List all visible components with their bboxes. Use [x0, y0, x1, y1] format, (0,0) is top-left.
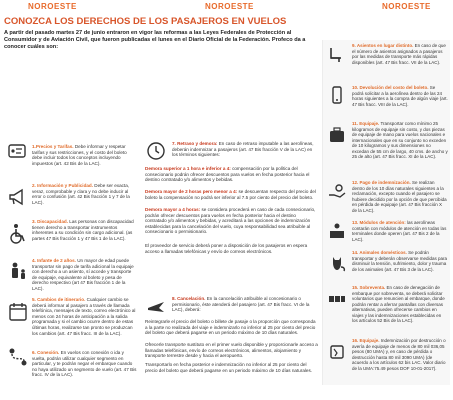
list-item: 15. Sobreventa. En caso de denegación de embarque por sobreventa, se deberá solicitar voluntarios que renuncien al embarque, donde podrán rentar a aferrar pantallas con diversas alternativas, pueden ofrecerse cambios en viajes y las indemnizaciones establecidas en los artículos 52 Bis de la LAC). — [352, 285, 445, 323]
cat-icon — [326, 252, 348, 274]
wheelchair-icon — [6, 222, 30, 246]
watermark-logo: NOROESTE — [205, 2, 254, 11]
list-item: 10. Devolución del costo del boleto. Se podrá solicitar a la aerolínea dentro de las 24 horas siguientes a la compra de algún viaje (art. 47 Bis fracc. VIII de la LAC). — [352, 85, 448, 107]
list-item: Reintegrarle el precio del boleto o billete de pasaje o la proporción que corresponda a la parte no realizada del viaje e indemnizarlo no inferior al 25 por ciento del precio del boleto que deberá pagarse en un periodo máximo de 10 días naturales. — [145, 319, 316, 336]
list-item: 5. Cambios de itinerario. Cualquier cambio se deberá informar al pasajero a través de llamada telefónica, mensajes de texto, correo electrónico al menos con 24 horas de anticipación a la salida programada y si el cambio ocurre dentro de estas últimas horas, realizarse tan pronto se produzcan los cambios (art. 47 Bis fracc. III de la LAC). — [32, 297, 136, 336]
watermark-bar — [0, 0, 453, 14]
watermark-logo: NOROESTE — [382, 2, 431, 11]
list-item: 12. Pago de indemnización. Se realizan dentro de los 10 días naturales siguientes a la reclamación, excepto cuando el pasajero se hubiere decidido por la opción de que percibida en pérdida de equipaje (art. 47 Bis fracción X de la LAC). — [352, 180, 447, 213]
list-item: Ofrecerle transporte sustituto en el primer vuelo disponible y proporcionarle acceso a llamadas telefónicas, envío de correos electrónicos, alimentos, alojamiento y transporte terrestre desde y hacia el aeropuerto. — [145, 342, 318, 359]
list-item: 3. Discapacidad. Las personas con discapacidad tienen derecho a transportar instrumentos inherentes a su condición sin cargo adicional. (as partes 47 Bis fracción 1 y 47 Bis 1 de la LAC). — [32, 219, 134, 241]
airplane-icon — [145, 296, 167, 318]
list-item: 16. Equipaje. Indemnización por destrucción o avería de equipaje de menos de 80 mil 036,05 pesos (80 UMA) y, en caso de pérdida o destrucción hasta 80 mil 3090 UMA) (de acuerdo a los artículos 62 bis LAC. Valor diario de la UMA:75.49 pesos DOF 10-01-2017). — [352, 338, 446, 371]
phone-refund-icon — [326, 84, 348, 106]
page-title: CONOZCA LOS DERECHOS DE LOS PASAJEROS EN VUELOS — [4, 16, 287, 27]
hand-money-icon — [326, 180, 348, 202]
list-item: Demora mayor de 2 horas pero menor a 4: se descuentan respecto del precio del boleto la compensación no podrá ser inferior al 7.5 por ciento del precio del boleto. — [145, 189, 316, 200]
intro-paragraph: A partir del pasado martes 27 de junio entraron en vigor las reformas a las Leyes Federales de Protección al Consumidor y de Aviación Civil, que fueron publicadas el lunes en el Diario Oficial de la Federación. Profeco da a conocer cuáles son: — [4, 30, 306, 50]
seats-icon — [326, 44, 348, 66]
price-tag-icon — [6, 140, 30, 162]
parent-child-icon — [6, 260, 30, 284]
suitcase-icon — [326, 124, 348, 146]
clock-icon — [145, 140, 167, 162]
list-item: 4. Infante de 2 años. Un mayor de edad puede transportar sin pago de tarifa adicional la equipaje con derecho a un asiento, sí accede y transporte de equipaje, equivalente al boleto y pesa de derecho respectivo (art 47 Bis fracción 1 de la LAC). — [32, 258, 134, 291]
list-item: 1.Precios y Tarifas. Debe informar y respetar tarifas y sus restricciones, y el costo del boleto debe incluir todos los conceptos incluyendo impuestos (art. 42 Bis de la LAC). — [32, 144, 127, 166]
list-item: 7. Retraso y demora: En caso de retraso imputable a las aerolíneas, deberán indemnizar a pasajeros (art. 47 Bis fracción V de la LAC) en los términos siguientes: — [172, 141, 314, 158]
connection-route-icon — [6, 345, 30, 369]
list-item: 13. Módulos de atención: las aerolíneas contarán con módulos de atención en todas las terminales donde operen (art. 47 Bis 2 de la LAC). — [352, 220, 447, 242]
list-item: El proveedor de servicio deberá poner a disposición de los pasajeros en espera acceso a llamadas telefónicas y envío de correos electrónicos. — [145, 243, 308, 254]
calendar-icon — [6, 300, 30, 324]
service-desk-icon — [326, 220, 348, 242]
list-item: 9. Asientos en lugar distinto. En caso de que el número de asientos asignados a pasajeros por las medidas de transporte más rápidas disponibles (art. 47 Bis fracc. VII de la LAC). — [352, 43, 446, 65]
list-item: 8. Cancelación. En la cancelación atribuible al concesionario o permisionario, éste atenderá del pasajero (art. 47 Bis fracc. VI de la LAC), deberá: — [172, 296, 310, 313]
list-item: 6. Conexión. En vuelos con conexión o ida y vuelta, podrán utilizar cualquier segmento en particular, y te podrán negar el embarque cuando no haya utilizado un segmento de vuelo (art. 47 Bis fracc. IV de la LAC). — [32, 350, 137, 378]
broken-luggage-icon — [326, 340, 348, 362]
list-item: Transportarlo en fecha posterior e indemnización no inferior al 25 por ciento del precio del boleto que deberá pagarse en un periodo máximo de 10 días naturales. — [145, 362, 313, 373]
list-item: 11. Equipaje. Transportar como mínimo 25 kilogramos de equipaje sin costo, y dos piezas de equipaje de mano para vuelos nacionales e internacionales que en su conjunto no exceden de 10 kilogramos y sus dimensiones no excedan de 55 cm de largo, 40 cms. de ancho y 25 de alto (art. 47 Bis fracc. XI de la LAC). — [352, 121, 448, 159]
oversold-seats-icon — [326, 287, 348, 309]
list-item: Demora superior a 1 hora e inferior a 4: compensación por la política del consecionario podrán ofrecer descuentos para vuelos en fecha posterior hacia el destino contratado y/o alimentos y bebidas. — [145, 166, 310, 183]
list-item: Demora mayor a 4 horas: se considera procederá en caso de cada consecionario, podrán ofrecer descuentos para vuelos en fecha posterior hacia el destino contratado y/o alimentos y bebidas, y acreditará a las opciones de indemnización establecidas para la cancelación del vuelo, cuya responsabilidad sea atribuible al consecionario o permisionario. — [145, 207, 316, 235]
megaphone-icon — [6, 186, 30, 208]
list-item: 14. Animales domésticos. Se podrán transportar y deberán observarse medidas para disminuir la tensión, sufrimiento, dolor y trauma de los animales (art. 47 Bis 3 de la LAC). — [352, 250, 448, 272]
list-item: 2. Información y Publicidad. Debe ser exacta, veraz, comprobable y clara y no debe inducir al error o confusión (art. 42 Bis fracción 1 y 7 de la LAC). — [32, 183, 130, 205]
watermark-logo: NOROESTE — [28, 2, 77, 11]
